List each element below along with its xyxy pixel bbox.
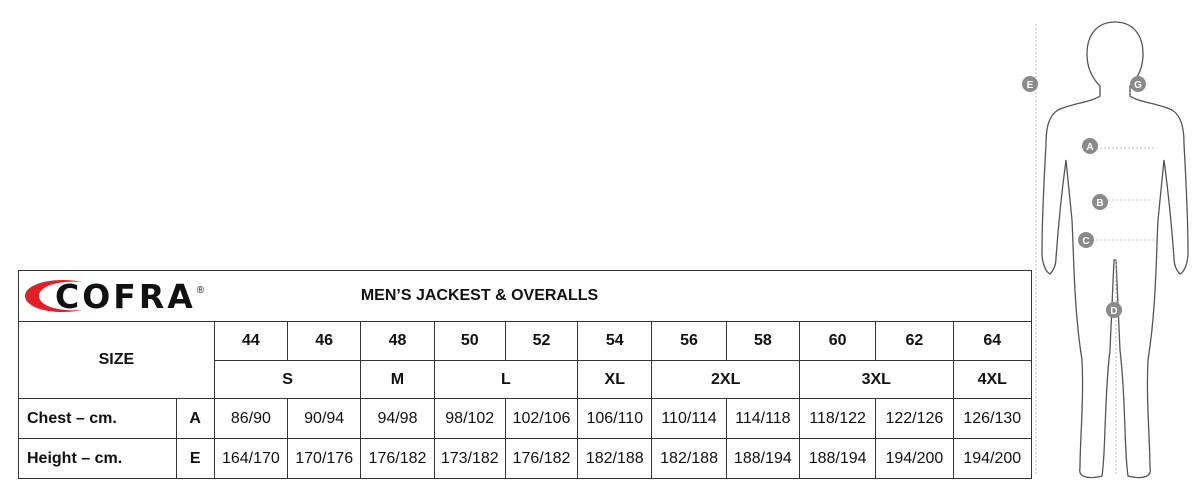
measurement-cell: 126/130: [953, 399, 1031, 439]
svg-text:G: G: [1134, 80, 1142, 91]
letter-size-cell: 2XL: [652, 361, 800, 399]
measurement-cell: 170/176: [288, 439, 361, 479]
svg-text:B: B: [1096, 198, 1104, 209]
size-number-cell: 62: [876, 322, 953, 361]
measurement-cell: 176/182: [505, 439, 577, 479]
marker-e-icon: [1022, 76, 1038, 92]
row-label: Chest – cm.: [19, 399, 177, 439]
measurement-cell: 176/182: [361, 439, 434, 479]
measurement-cell: 122/126: [876, 399, 953, 439]
row-label: Height – cm.: [19, 439, 177, 479]
size-chart: [18, 270, 1032, 477]
letter-size-cell: 3XL: [799, 361, 953, 399]
size-number-cell: 50: [434, 322, 505, 361]
svg-text:A: A: [1086, 142, 1094, 153]
size-number-cell: 58: [726, 322, 799, 361]
body-measurement-figure: [1026, 20, 1200, 482]
measurement-cell: 110/114: [652, 399, 726, 439]
size-number-cell: 48: [361, 322, 434, 361]
brand-cell: [19, 271, 361, 322]
svg-text:D: D: [1110, 306, 1118, 317]
marker-a-icon: [1082, 138, 1098, 154]
marker-g-icon: [1130, 76, 1146, 92]
measurement-cell: 194/200: [876, 439, 953, 479]
measurement-cell: 98/102: [434, 399, 505, 439]
cofra-logo: [19, 271, 361, 321]
letter-size-cell: S: [214, 361, 361, 399]
measurement-cell: 173/182: [434, 439, 505, 479]
marker-c-icon: [1078, 232, 1094, 248]
row-code: A: [176, 399, 214, 439]
size-number-cell: 52: [505, 322, 577, 361]
measurement-cell: 194/200: [953, 439, 1031, 479]
measurement-cell: 106/110: [578, 399, 652, 439]
letter-size-cell: M: [361, 361, 434, 399]
measurement-cell: 114/118: [726, 399, 799, 439]
marker-d-icon: [1106, 302, 1122, 318]
size-number-cell: 54: [578, 322, 652, 361]
measurement-cell: 188/194: [726, 439, 799, 479]
table-row: [19, 439, 1032, 479]
registered-mark: ®: [196, 284, 205, 296]
measurement-cell: 94/98: [361, 399, 434, 439]
size-number-cell: 56: [652, 322, 726, 361]
size-number-cell: 44: [214, 322, 287, 361]
row-code: E: [176, 439, 214, 479]
size-header: SIZE: [19, 322, 215, 399]
size-number-cell: 46: [288, 322, 361, 361]
letter-size-cell: 4XL: [953, 361, 1031, 399]
measurement-cell: 102/106: [505, 399, 577, 439]
measurement-cell: 188/194: [799, 439, 875, 479]
logo-wordmark: COFRA: [55, 276, 196, 316]
size-number-cell: 60: [799, 322, 875, 361]
svg-text:C: C: [1082, 236, 1090, 247]
letter-size-cell: L: [434, 361, 578, 399]
size-table: [18, 270, 1032, 479]
body-outline: [1042, 22, 1188, 478]
measurement-cell: 90/94: [288, 399, 361, 439]
marker-b-icon: [1092, 194, 1108, 210]
table-row: [19, 399, 1032, 439]
measurement-cell: 86/90: [214, 399, 287, 439]
measurement-cell: 182/188: [578, 439, 652, 479]
size-number-cell: 64: [953, 322, 1031, 361]
measurement-cell: 182/188: [652, 439, 726, 479]
chart-title: MEN’S JACKEST & OVERALLS: [361, 271, 1032, 322]
measurement-cell: 118/122: [799, 399, 875, 439]
svg-text:E: E: [1026, 80, 1034, 91]
letter-size-cell: XL: [578, 361, 652, 399]
measurement-cell: 164/170: [214, 439, 287, 479]
